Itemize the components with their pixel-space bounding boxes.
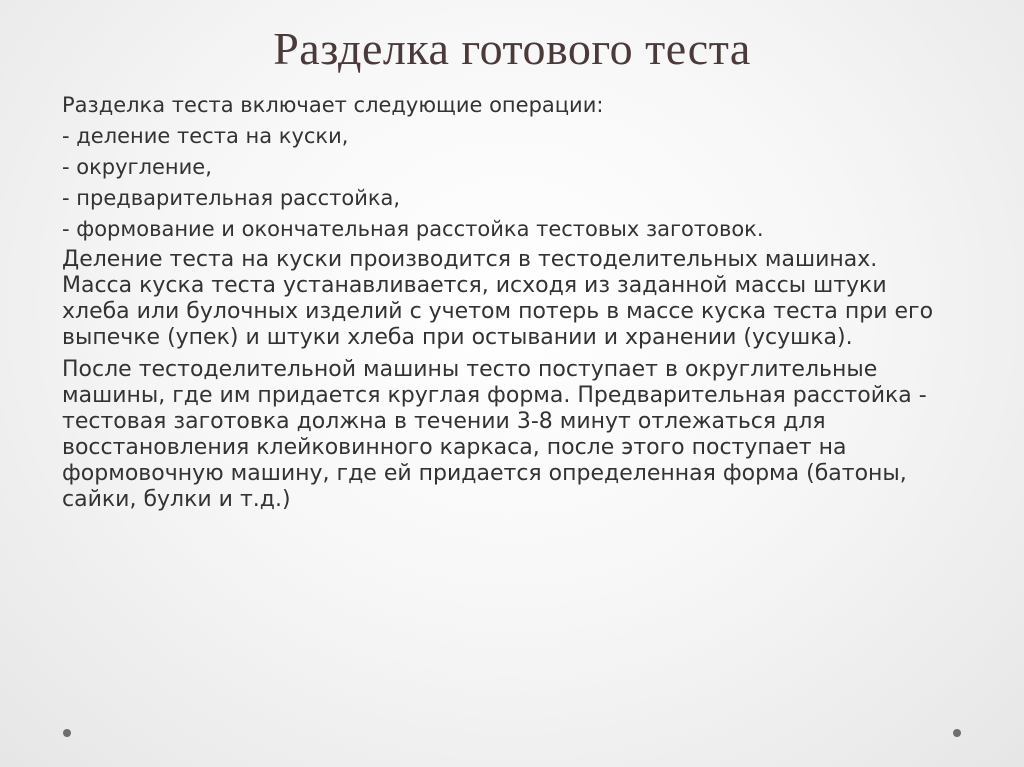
operation-item: - предварительная расстойка, <box>62 186 401 210</box>
slide-body <box>62 92 962 513</box>
operation-item: - формование и окончательная расстойка тестовых заготовок. <box>62 217 764 241</box>
operation-item: - округление, <box>62 155 212 179</box>
paragraph-division: Деление теста на куски производится в тестоделительных машинах. Масса куска теста устанавливается, исходя из заданной массы штуки хлеба или булочных изделий с учетом потерь в массе куска теста при его выпечке (упек) и штуки хлеба при остывании и хранении (усушка). <box>62 247 934 350</box>
operation-item: - деление теста на куски, <box>62 124 349 148</box>
decorative-dot-left <box>63 729 71 737</box>
paragraph-rounding: После тестоделительной машины тесто поступает в округлительные машины, где им придается круглая форма. Предварительная расстойка - тестовая заготовка должна в течении 3-8 минут отлежаться для восстановления клейковинного каркаса, после этого поступает на формовочную машину, где ей придается определенная форма (батоны, сайки, булки и т.д.) <box>62 357 927 512</box>
intro-line: Разделка теста включает следующие операции: <box>62 93 604 117</box>
slide-title: Разделка готового теста <box>273 23 751 74</box>
decorative-dot-right <box>953 729 961 737</box>
